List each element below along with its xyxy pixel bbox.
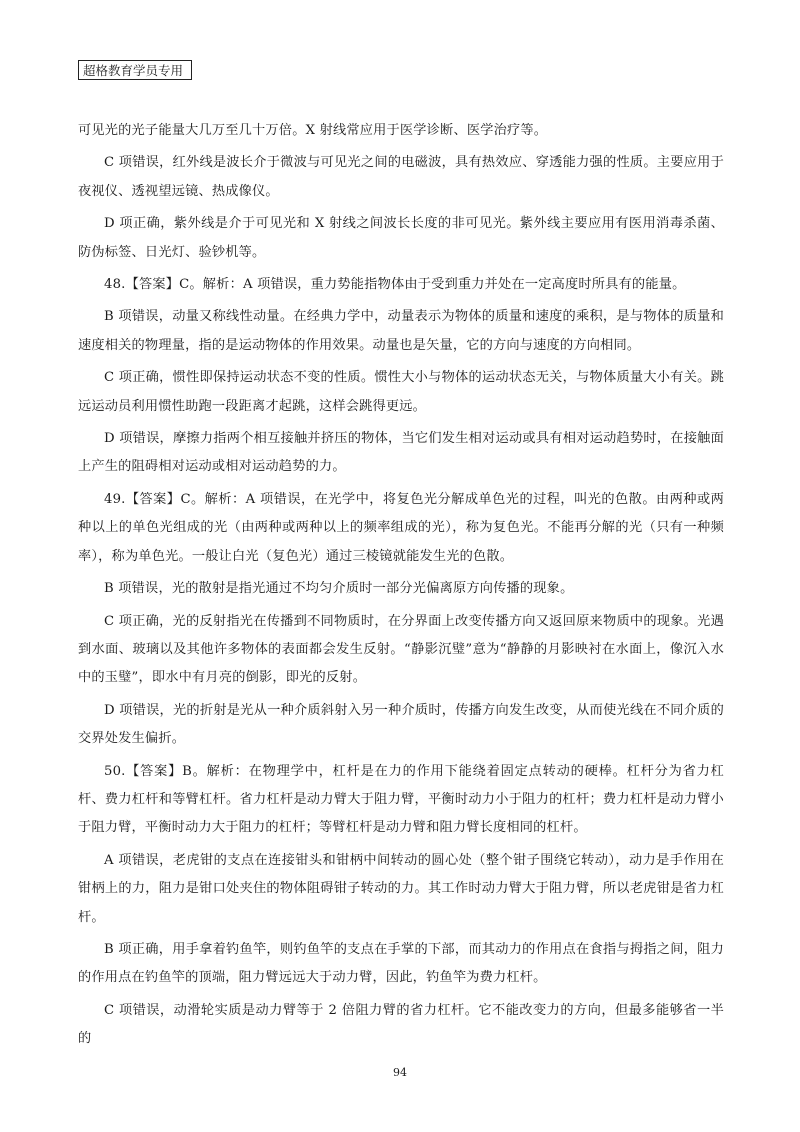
- paragraph: B 项错误，动量又称线性动量。在经典力学中，动量表示为物体的质量和速度的乘积，是与物体的质量和速度相关的物理量，指的是运动物体的作用效果。动量也是矢量，它的方向与速度的方向相同。: [78, 309, 724, 353]
- paragraph: D 项错误，光的折射是光从一种介质斜射入另一种介质时，传播方向发生改变，从而使光线在不同介质的交界处发生偏折。: [78, 702, 724, 747]
- paragraph: A 项错误，老虎钳的支点在连接钳头和钳柄中间转动的圆心处（整个钳子围绕它转动），动力是手作用在钳柄上的力，阻力是钳口处夹住的物体阻碍钳子转动的力。其工作时动力臂大于阻力臂，所以老虎钳是省力杠杆。: [78, 852, 724, 925]
- paragraph: C 项错误，动滑轮实质是动力臂等于 2 倍阻力臂的省力杠杆。它不能改变力的方向，但最多能够省一半的: [78, 1002, 724, 1047]
- paragraph: B 项错误，光的散射是指光通过不均匀介质时一部分光偏离原方向传播的现象。: [104, 581, 574, 597]
- header-label: 超格教育学员专用: [78, 60, 192, 80]
- paragraph: D 项错误，摩擦力指两个相互接触并挤压的物体，当它们发生相对运动或具有相对运动趋势时，在接触面上产生的阻碍相对运动或相对运动趋势的力。: [78, 431, 724, 475]
- page-number: 94: [393, 1066, 407, 1079]
- paragraph: 50.【答案】B。解析：在物理学中，杠杆是在力的作用下能绕着固定点转动的硬棒。杠杆分为省力杠杆、费力杠杆和等臂杠杆。省力杠杆是动力臂大于阻力臂，平衡时动力小于阻力的杠杆；费力杠杆是动力臂小于阻力臂，平衡时动力大于阻力的杠杆；等臂杠杆是动力臂和阻力臂长度相同的杠杆。: [78, 763, 724, 836]
- paragraph: 49.【答案】C。解析：A 项错误，在光学中，将复色光分解成单色光的过程，叫光的色散。由两种或两种以上的单色光组成的光（由两种或两种以上的频率组成的光），称为复色光。不能再分解的光（只有一种频率），称为单色光。一般让白光（复色光）通过三棱镜就能发生光的色散。: [78, 491, 724, 564]
- paragraph: C 项正确，光的反射指光在传播到不同物质时，在分界面上改变传播方向又返回原来物质中的现象。光遇到水面、玻璃以及其他许多物体的表面都会发生反射。“静影沉璧”意为“静静的月影映衬在水面上，像沉入水中的玉璧”，即水中有月亮的倒影，即光的反射。: [78, 613, 724, 686]
- paragraph: D 项正确，紫外线是介于可见光和 X 射线之间波长长度的非可见光。紫外线主要应用有医用消毒杀菌、防伪标签、日光灯、验钞机等。: [78, 216, 724, 260]
- paragraph: B 项正确，用手拿着钓鱼竿，则钓鱼竿的支点在手掌的下部，而其动力的作用点在食指与拇指之间，阻力的作用点在钓鱼竿的顶端，阻力臂远远大于动力臂，因此，钓鱼竿为费力杠杆。: [78, 941, 724, 986]
- paragraph: C 项错误，红外线是波长介于微波与可见光之间的电磁波，具有热效应、穿透能力强的性质。主要应用于夜视仪、透视望远镜、热成像仪。: [78, 155, 724, 199]
- paragraph: C 项正确，惯性即保持运动状态不变的性质。惯性大小与物体的运动状态无关，与物体质量大小有关。跳远运动员利用惯性助跑一段距离才起跳，这样会跳得更远。: [78, 370, 724, 414]
- paragraph: 可见光的光子能量大几万至几十万倍。X 射线常应用于医学诊断、医学治疗等。: [78, 123, 548, 138]
- document-body: [78, 117, 724, 1058]
- paragraph: 48.【答案】C。解析：A 项错误，重力势能指物体由于受到重力并处在一定高度时所具有的能量。: [104, 277, 686, 293]
